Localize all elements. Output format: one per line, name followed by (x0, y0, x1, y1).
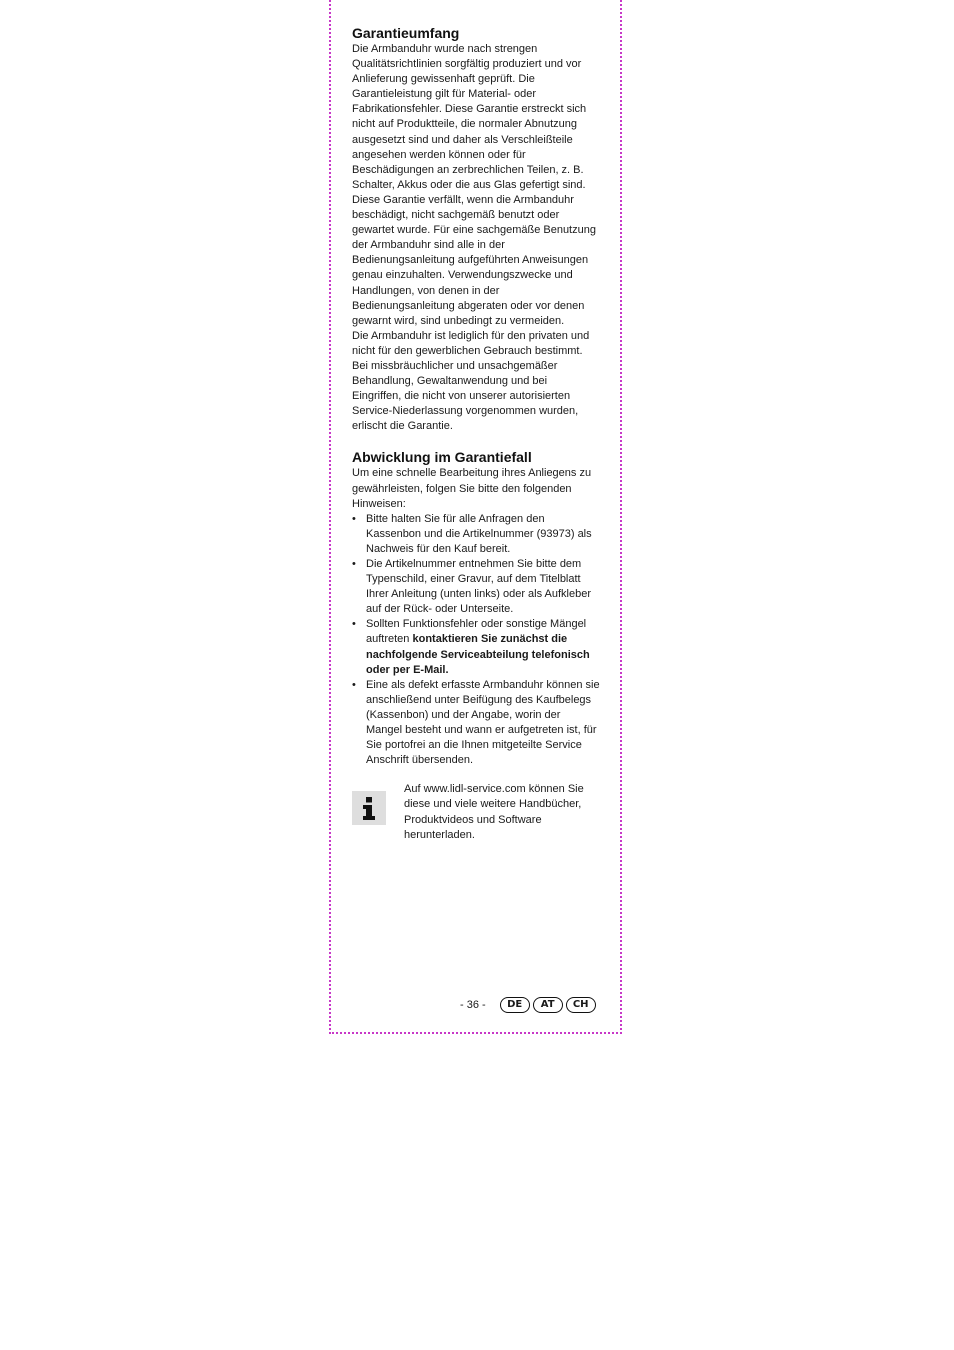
country-badge-ch: CH (566, 997, 596, 1013)
bullet-icon: • (352, 618, 356, 631)
list-item-bold-text: kontaktieren Sie zunächst die nachfolgende Serviceabteilung telefonisch oder per E-Mail. (366, 633, 590, 676)
manual-page-content (352, 24, 604, 852)
list-item (352, 512, 604, 557)
list-item (352, 557, 604, 617)
section-title-warranty-handling: Abwicklung im Garantiefall (352, 449, 532, 466)
instruction-list (352, 512, 604, 769)
info-text: Auf www.lidl-service.com können Sie diese und viele weitere Handbücher, Produktvideos und Software herunterladen. (404, 783, 584, 841)
page-number: - 36 - (460, 999, 486, 1011)
bullet-icon: • (352, 512, 356, 525)
bullet-icon: • (352, 558, 356, 570)
list-item-text: Sollten Funktionsfehler oder sonstige Mängel auftreten (366, 618, 587, 646)
country-badge-at: AT (533, 997, 563, 1013)
list-item-text: Die Artikelnummer entnehmen Sie bitte dem Typenschild, einer Gravur, auf dem Titelblatt Ihrer Anleitung (unten links) oder als Aufkleber auf der Rück- oder Unterseite. (366, 558, 592, 616)
section-title-warranty-scope: Garantieumfang (352, 25, 460, 41)
bullet-icon: • (352, 678, 356, 691)
page-footer (460, 996, 599, 1014)
warranty-scope-text: Die Armbanduhr wurde nach strengen Qualitätsrichtlinien sorgfältig produziert und vor Anlieferung gewissenhaft geprüft. Die Garantieleistung gilt für Material- oder Fabrikationsfehler. Diese Garantie erstreckt sich nicht auf Produktteile, die normaler Abnutzung ausgesetzt sind und daher als Verschleißteile angesehen werden können oder für Beschädigungen an zerbrechlichen Teilen, z. B. Schalter, Akkus oder die aus Glas gefertigt sind. Diese Garantie verfällt, wenn die Armbanduhr beschädigt, nicht sachgemäß benutzt oder gewartet wurde. Für eine sachgemäße Benutzung der Armbanduhr sind alle in der Bedienungsanleitung aufgeführten Anweisungen genau einzuhalten. Verwendungszwecke und Handlungen, von denen in der Bedienungsanleitung abgeraten oder vor denen gewarnt wird, sind unbedingt zu vermeiden. Die Armbanduhr ist lediglich für den privaten und nicht für den gewerblichen Gebrauch bestimmt. Bei missbräuchlicher und unsachgemäßer Behandlung, Gewaltanwendung und bei Eingriffen, die nicht von unserer autorisierten Service-Niederlassung vorgenommen wurden, erlischt die Garantie. (352, 43, 596, 433)
list-item-text: Bitte halten Sie für alle Anfragen den Kassenbon und die Artikelnummer (93973) als Nachweis für den Kauf bereit. (366, 512, 592, 555)
list-item (352, 678, 604, 769)
list-item (352, 617, 604, 677)
info-note (352, 782, 604, 852)
warranty-handling-intro: Um eine schnelle Bearbeitung ihres Anliegens zu gewährleisten, folgen Sie bitte den folgenden Hinweisen: (352, 467, 592, 510)
country-badge-de: DE (500, 997, 530, 1013)
list-item-text: Eine als defekt erfasste Armbanduhr können sie anschließend unter Beifügung des Kaufbelegs (Kassenbon) und der Angabe, worin der Mangel besteht und wann er aufgetreten ist, für Sie portofrei an die Ihnen mitgeteilte Service Anschrift übersenden. (366, 678, 600, 767)
info-icon (352, 791, 386, 825)
